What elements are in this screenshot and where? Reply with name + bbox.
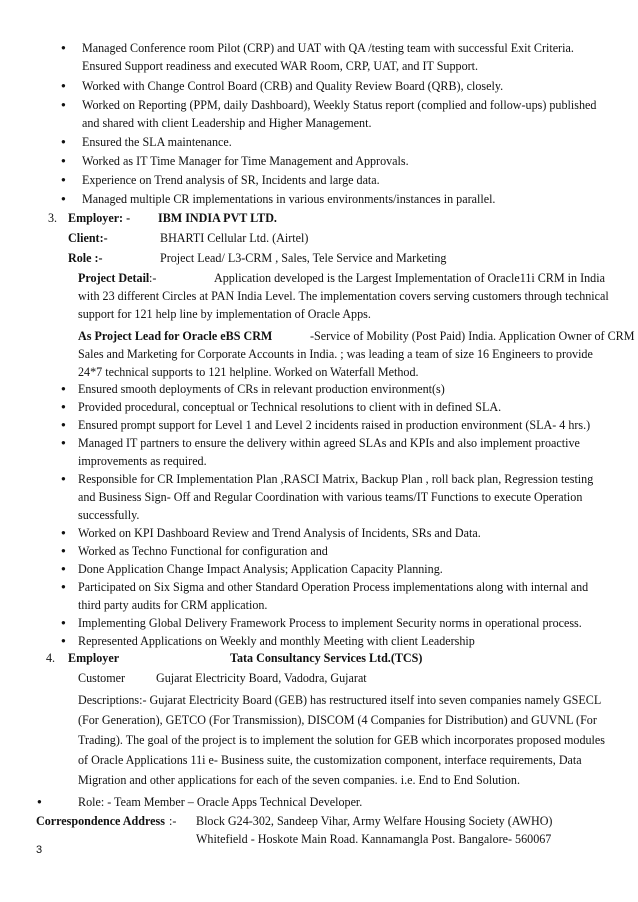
bullet-icon: ● bbox=[61, 528, 66, 537]
project-detail-text: with 23 different Circles at PAN India Level. The implementation covers serving customers through technical bbox=[78, 289, 609, 303]
list-item: Worked as Techno Functional for configuration and bbox=[78, 544, 328, 558]
correspondence-label: Correspondence Address bbox=[36, 814, 165, 828]
description-text: Trading). The goal of the project is to implement the solution for GEB which incorporates proposed modules bbox=[78, 733, 605, 747]
list-item: Provided procedural, conceptual or Technical resolutions to client with in defined SLA. bbox=[78, 400, 502, 414]
address-line: Whitefield - Hoskote Main Road. Kannamangla Post. Bangalore- 560067 bbox=[196, 832, 552, 846]
list-item: Managed IT partners to ensure the delivery within agreed SLAs and KPIs and also implement proactive bbox=[78, 436, 580, 450]
bullet-icon: ● bbox=[61, 43, 66, 52]
project-detail-text: Application developed is the Largest Implementation of Oracle11i CRM in India bbox=[214, 271, 605, 285]
role-line: Role: - Team Member – Oracle Apps Technical Developer. bbox=[78, 795, 363, 809]
client-name: BHARTI Cellular Ltd. (Airtel) bbox=[160, 231, 309, 245]
bullet-icon: ● bbox=[61, 438, 66, 447]
bullet-icon: ● bbox=[61, 474, 66, 483]
list-item: Ensured Support readiness and executed WAR Room, CRP, UAT, and IT Support. bbox=[82, 59, 479, 73]
list-item: Done Application Change Impact Analysis; Application Capacity Planning. bbox=[78, 562, 443, 576]
list-item: Worked as IT Time Manager for Time Management and Approvals. bbox=[82, 154, 409, 168]
description-text: Descriptions:- Gujarat Electricity Board (GEB) has restructured itself into seven companies namely GSECL bbox=[78, 693, 602, 707]
bullet-icon: ● bbox=[61, 81, 66, 90]
list-item: Represented Applications on Weekly and monthly Meeting with client Leadership bbox=[78, 634, 475, 648]
section-number: 4. bbox=[46, 651, 56, 665]
correspondence-sep: :- bbox=[169, 814, 177, 828]
list-item: and Business Sign- Off and Regular Coordination with various teams/IT Functions to execute Operation bbox=[78, 490, 583, 504]
role-label: Role :- bbox=[68, 251, 103, 265]
bullet-icon: ● bbox=[37, 797, 42, 806]
list-item: and shared with client Leadership and Higher Management. bbox=[82, 116, 372, 130]
section-number: 3. bbox=[48, 211, 58, 225]
project-lead-label: As Project Lead for Oracle eBS CRM bbox=[78, 329, 273, 343]
description-text: of Oracle Applications 11i e- Business suite, the customization component, interface requirements, Data bbox=[78, 753, 582, 767]
list-item: Managed Conference room Pilot (CRP) and UAT with QA /testing team with successful Exit Criteria. bbox=[82, 41, 574, 55]
client-label: Client:- bbox=[68, 231, 108, 245]
bullet-icon: ● bbox=[61, 156, 66, 165]
employer-name: Tata Consultancy Services Ltd.(TCS) bbox=[230, 651, 423, 665]
project-lead-text: Sales and Marketing for Corporate Accounts in India. ; was leading a team of size 16 Engineers to provide bbox=[78, 347, 593, 361]
project-lead-text: 24*7 technical supports to 121 helpline. Worked on Waterfall Method. bbox=[78, 365, 419, 379]
bullet-icon: ● bbox=[61, 636, 66, 645]
description-text: (For Generation), GETCO (For Transmission), DISCOM (4 Companies for Distribution) and GUVNL (For bbox=[78, 713, 597, 727]
project-detail-sep: :- bbox=[149, 271, 157, 285]
bullet-icon: ● bbox=[61, 137, 66, 146]
list-item: Participated on Six Sigma and other Standard Operation Process implementations along with internal and bbox=[78, 580, 589, 594]
list-item: Worked on KPI Dashboard Review and Trend Analysis of Incidents, SRs and Data. bbox=[78, 526, 481, 540]
list-item: Worked with Change Control Board (CRB) and Quality Review Board (QRB), closely. bbox=[82, 79, 504, 93]
bullet-icon: ● bbox=[61, 618, 66, 627]
list-item: Implementing Global Delivery Framework Process to implement Security norms in operational process. bbox=[78, 616, 582, 630]
bullet-icon: ● bbox=[61, 546, 66, 555]
customer-value: Gujarat Electricity Board, Vadodra, Gujarat bbox=[156, 671, 367, 685]
bullet-icon: ● bbox=[61, 402, 66, 411]
list-item: third party audits for CRM application. bbox=[78, 598, 268, 612]
bullet-icon: ● bbox=[61, 100, 66, 109]
list-item: successfully. bbox=[78, 508, 140, 522]
bullet-icon: ● bbox=[61, 194, 66, 203]
list-item: Ensured the SLA maintenance. bbox=[82, 135, 232, 149]
list-item: Managed multiple CR implementations in various environments/instances in parallel. bbox=[82, 192, 496, 206]
list-item: Worked on Reporting (PPM, daily Dashboard), Weekly Status report (complied and follow-ups) published bbox=[82, 98, 597, 112]
list-item: Ensured smooth deployments of CRs in relevant production environment(s) bbox=[78, 382, 445, 396]
list-item: Ensured prompt support for Level 1 and Level 2 incidents raised in production environment (SLA- 4 hrs.) bbox=[78, 418, 591, 432]
role-value: Project Lead/ L3-CRM , Sales, Tele Service and Marketing bbox=[160, 251, 447, 265]
bullet-icon: ● bbox=[61, 564, 66, 573]
list-item: Experience on Trend analysis of SR, Incidents and large data. bbox=[82, 173, 380, 187]
list-item: Responsible for CR Implementation Plan ,RASCI Matrix, Backup Plan , roll back plan, Regression testing bbox=[78, 472, 594, 486]
bullet-icon: ● bbox=[61, 175, 66, 184]
project-detail-label: Project Detail bbox=[78, 271, 150, 285]
bullet-icon: ● bbox=[61, 420, 66, 429]
employer-label: Employer bbox=[68, 651, 120, 665]
project-lead-text: -Service of Mobility (Post Paid) India. Application Owner of CRM bbox=[310, 329, 635, 343]
list-item: improvements as required. bbox=[78, 454, 207, 468]
description-text: Migration and other applications for each of the seven companies. i.e. End to End Solution. bbox=[78, 773, 520, 787]
bullet-icon: ● bbox=[61, 384, 66, 393]
customer-label: Customer bbox=[78, 671, 126, 685]
page-number: 3 bbox=[36, 844, 43, 856]
address-line: Block G24-302, Sandeep Vihar, Army Welfare Housing Society (AWHO) bbox=[196, 814, 553, 828]
bullet-icon: ● bbox=[61, 582, 66, 591]
project-detail-text: support for 121 help line by implementation of Oracle Apps. bbox=[78, 307, 371, 321]
employer-label: Employer: - bbox=[68, 211, 131, 225]
employer-name: IBM INDIA PVT LTD. bbox=[158, 211, 277, 225]
